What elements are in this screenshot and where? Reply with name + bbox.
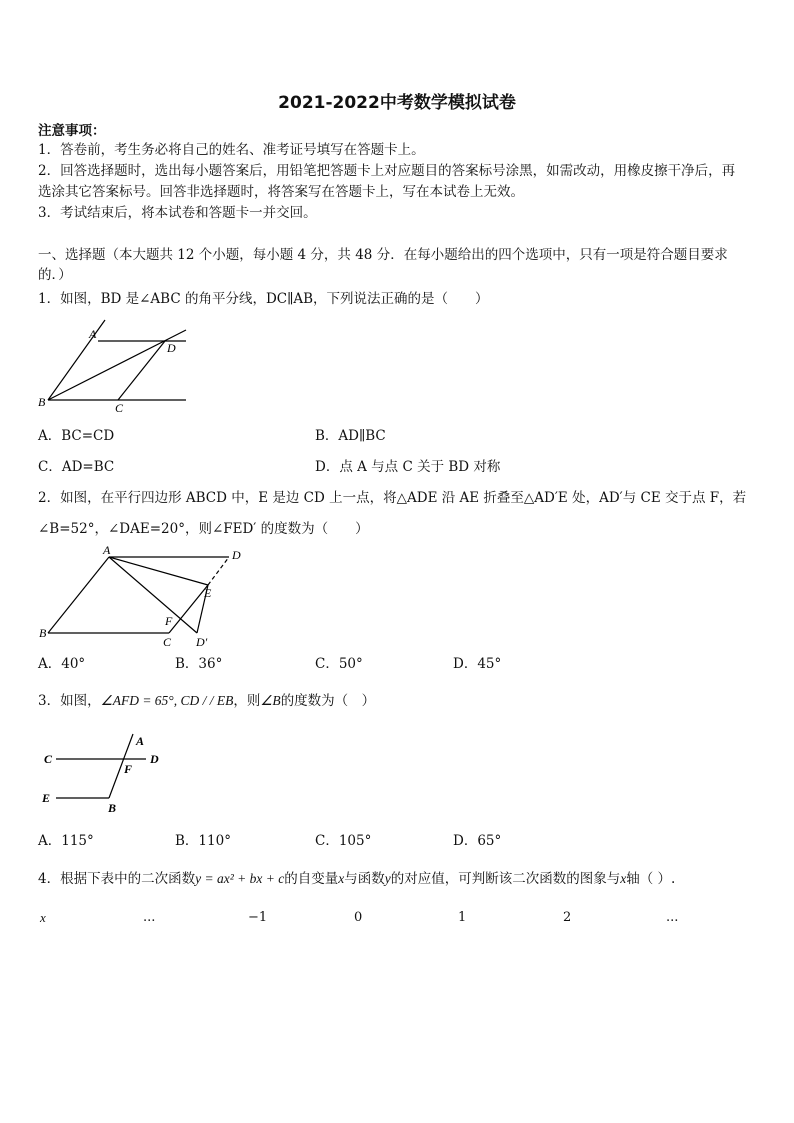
q1-figure xyxy=(36,318,191,418)
q2-figure xyxy=(36,543,251,651)
q1-stem: 1．如图，BD 是∠ABC 的角平分线，DC∥AB，下列说法正确的是（ ） xyxy=(38,291,489,307)
q3-option-c[interactable]: C．105° xyxy=(315,833,372,849)
q2-option-a[interactable]: A．40° xyxy=(38,656,86,672)
q3-option-a[interactable]: A．115° xyxy=(38,833,94,849)
table-cell: ... xyxy=(143,910,156,925)
q4-stem-mid1: 的自变量 xyxy=(284,871,339,887)
q4-stem-x2: x xyxy=(620,871,627,886)
table-cell: 1 xyxy=(458,910,467,925)
q1-label-c: C xyxy=(115,401,124,415)
q1-option-c[interactable]: C．AD=BC xyxy=(38,459,115,475)
q3-stem-prefix: 3．如图， xyxy=(38,693,101,709)
q2-label-a: A xyxy=(103,543,111,557)
q2-label-e: E xyxy=(204,586,212,600)
q2-label-dprime: D′ xyxy=(196,635,208,649)
q3-label-a: A xyxy=(136,734,145,748)
section-heading: 一、选择题（本大题共 12 个小题，每小题 4 分，共 48 分．在每小题给出的四个选项中，只有一项是符合题目要求 xyxy=(38,247,728,263)
q2-option-c[interactable]: C．50° xyxy=(315,656,363,672)
q4-stem xyxy=(38,870,675,888)
q2-option-d[interactable]: D．45° xyxy=(453,656,502,672)
q2-stem-line1: 2．如图，在平行四边形 ABCD 中，E 是边 CD 上一点，将△ADE 沿 AE 折叠至△AD′E 处，AD′与 CE 交于点 F，若 xyxy=(38,490,747,506)
q2-label-c: C xyxy=(163,635,172,649)
q4-stem-mid3: 的对应值，可判断该二次函数的图象与 xyxy=(390,871,621,887)
q4-stem-y: y xyxy=(384,871,391,886)
notice-item: 选涂其它答案标号。回答非选择题时，将答案写在答题卡上，写在本试卷上无效。 xyxy=(38,184,524,200)
table-cell: −1 xyxy=(248,910,268,925)
q4-stem-formula: y = ax² + bx + c xyxy=(195,871,285,886)
notice-item: 2．回答选择题时，选出每小题答案后，用铅笔把答题卡上对应题目的答案标号涂黑，如需改动，用橡皮擦干净后，再 xyxy=(38,163,736,179)
q3-label-f: F xyxy=(124,762,133,776)
q3-stem xyxy=(38,692,375,710)
section-heading-cont: 的．） xyxy=(38,267,72,283)
q3-stem-mid: ，则 xyxy=(233,693,261,709)
q2-label-d: D xyxy=(232,548,241,562)
q3-label-c: C xyxy=(44,752,53,766)
q3-label-d: D xyxy=(150,752,159,766)
q2-stem-line2: ∠B=52°，∠DAE=20°，则∠FED′ 的度数为（ ） xyxy=(38,521,369,537)
q2-option-b[interactable]: B．36° xyxy=(175,656,223,672)
q3-stem-formula2: ∠B xyxy=(260,693,281,708)
q2-label-b: B xyxy=(39,626,47,640)
notice-heading: 注意事项： xyxy=(38,123,106,139)
q1-label-b: B xyxy=(38,395,46,409)
q1-option-b[interactable]: B．AD∥BC xyxy=(315,428,386,444)
page-title: 2021-2022中考数学模拟试卷 xyxy=(278,93,516,113)
q4-stem-mid2: 与函数 xyxy=(344,871,385,887)
q3-option-b[interactable]: B．110° xyxy=(175,833,231,849)
q1-option-a[interactable]: A．BC=CD xyxy=(38,428,115,444)
table-cell: ... xyxy=(666,910,679,925)
q3-figure xyxy=(36,728,176,816)
q4-stem-x: x xyxy=(338,871,345,886)
q4-stem-suffix: 轴（ ）. xyxy=(626,871,676,887)
q4-stem-prefix: 4．根据下表中的二次函数 xyxy=(38,871,196,887)
q1-label-a: A xyxy=(89,327,97,341)
q3-stem-formula: ∠AFD = 65°, CD / / EB xyxy=(100,693,234,708)
q3-option-d[interactable]: D．65° xyxy=(453,833,502,849)
q3-label-e: E xyxy=(42,791,51,805)
notice-item: 1．答卷前，考生务必将自己的姓名、准考证号填写在答题卡上。 xyxy=(38,142,425,158)
notice-item: 3．考试结束后，将本试卷和答题卡一并交回。 xyxy=(38,205,317,221)
q3-stem-suffix: 的度数为（ ） xyxy=(280,693,376,709)
q3-label-b: B xyxy=(108,801,117,815)
q1-label-d: D xyxy=(167,341,176,355)
q1-option-d[interactable]: D．点 A 与点 C 关于 BD 对称 xyxy=(315,459,501,475)
table-cell: 0 xyxy=(354,910,363,925)
table-cell: x xyxy=(40,910,46,925)
table-cell: 2 xyxy=(563,910,572,925)
q2-label-f: F xyxy=(165,614,173,628)
